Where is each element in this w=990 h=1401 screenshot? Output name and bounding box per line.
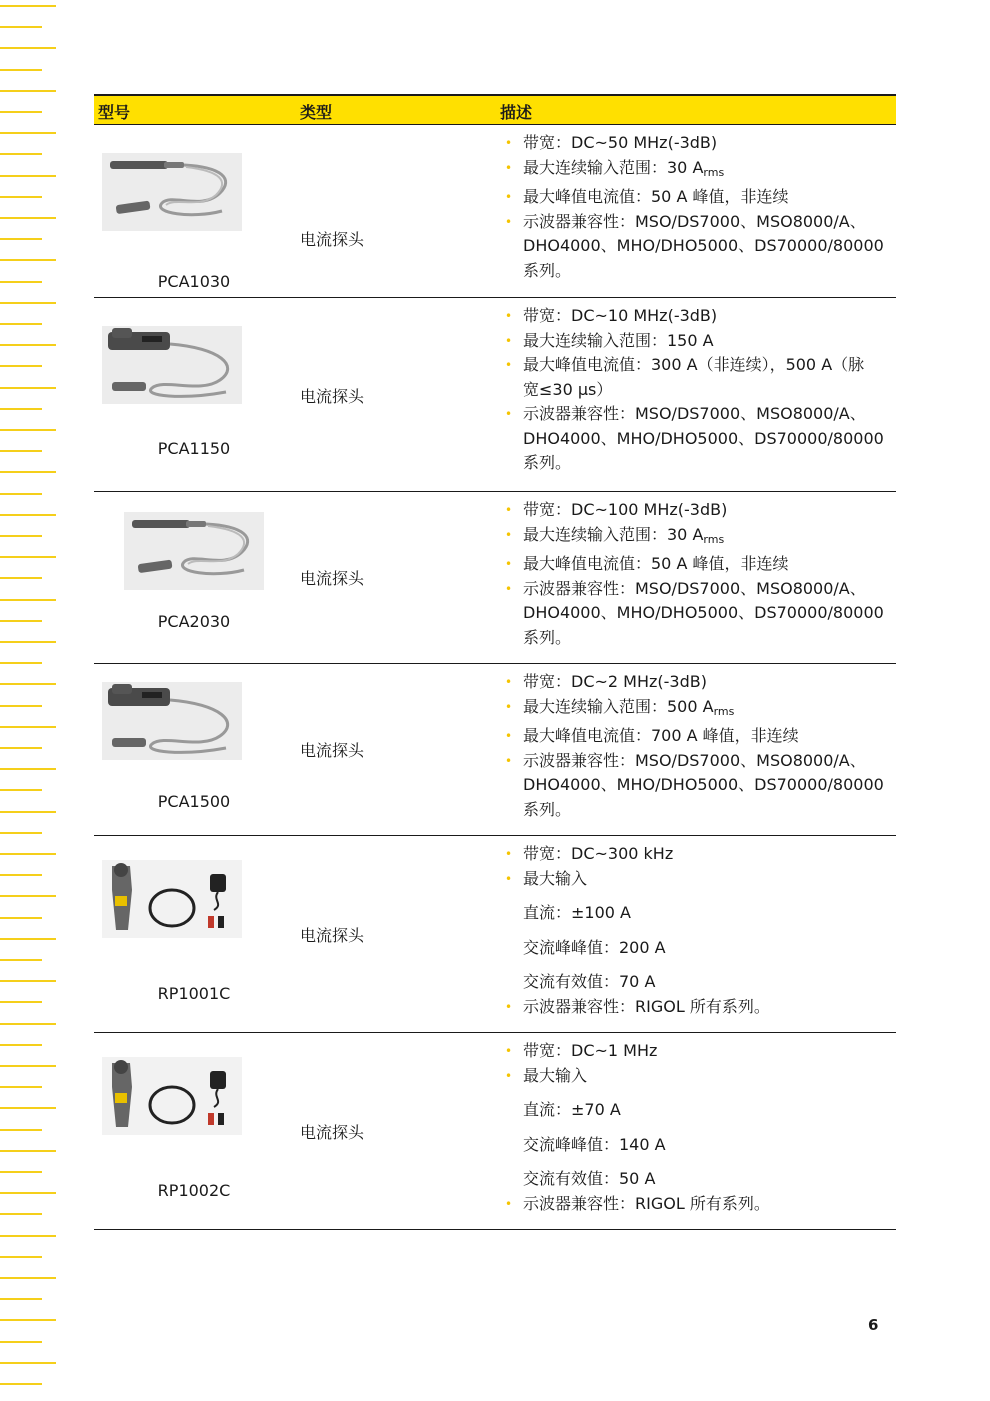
bullet-icon: • <box>505 1196 513 1211</box>
unit-subscript: rms <box>703 532 725 546</box>
margin-stripe <box>0 153 42 155</box>
description-line <box>500 378 896 403</box>
description-line <box>500 523 896 553</box>
description-text: 示波器兼容性：MSO/DS7000、MSO8000/A、 <box>523 211 866 231</box>
current-probe-clamp-icon <box>102 682 242 760</box>
margin-stripe <box>0 514 56 516</box>
description-text: 带宽：DC~50 MHz(-3dB) <box>523 133 718 152</box>
margin-stripe <box>0 1362 56 1364</box>
model-name: PCA1500 <box>157 792 231 811</box>
description-text: DHO4000、MHO/DHO5000、DS70000/80000 <box>523 428 884 448</box>
margin-stripe <box>0 726 56 728</box>
description-line <box>500 995 896 1020</box>
header-model: 型号 <box>98 103 131 122</box>
description-line <box>500 1133 896 1158</box>
type-cell: 电流探头 <box>300 387 365 406</box>
description-text: 带宽：DC~300 kHz <box>523 844 674 863</box>
table-row <box>94 1033 896 1230</box>
margin-stripe <box>0 577 42 579</box>
model-cell <box>94 1033 294 1229</box>
margin-stripe <box>0 535 42 537</box>
description-text: 系列。 <box>523 453 572 472</box>
margin-stripe <box>0 1192 56 1194</box>
description-text: 最大峰值电流值：50 A 峰值，非连续 <box>523 554 789 573</box>
description-text: 最大连续输入范围：500 A <box>523 696 714 716</box>
description-line <box>500 773 896 798</box>
margin-stripe <box>0 1256 42 1258</box>
description-text: 最大连续输入范围：30 A <box>523 524 704 544</box>
description-cell <box>500 492 896 650</box>
margin-stripe <box>0 111 42 113</box>
description-text: 带宽：DC~2 MHz(-3dB) <box>523 672 707 691</box>
description-text: 系列。 <box>523 260 572 280</box>
description-line <box>500 1064 896 1089</box>
bullet-icon: • <box>505 729 513 743</box>
margin-stripe <box>0 1044 42 1046</box>
table-header <box>94 94 896 125</box>
description-text: DHO4000、MHO/DHO5000、DS70000/80000 <box>523 236 884 255</box>
margin-stripe <box>0 874 42 876</box>
probe-table <box>94 94 896 1230</box>
description-line <box>500 901 896 926</box>
margin-stripe <box>0 1383 42 1385</box>
spacer <box>500 926 896 936</box>
margin-stripe <box>0 662 42 664</box>
spacer <box>500 891 896 901</box>
margin-stripe <box>0 302 56 304</box>
model-name: RP1002C <box>157 1181 231 1200</box>
description-line <box>500 1192 896 1217</box>
margin-stripe <box>0 1065 56 1067</box>
description-text: 交流有效值：50 A <box>523 1169 656 1188</box>
bullet-icon: • <box>505 503 513 517</box>
description-line <box>500 970 896 995</box>
margin-stripe <box>0 387 56 389</box>
margin-stripe <box>0 1277 56 1279</box>
description-cell <box>500 298 896 476</box>
type-cell: 电流探头 <box>300 926 365 945</box>
description-cell <box>500 664 896 822</box>
bullet-icon: • <box>505 407 513 421</box>
margin-stripe <box>0 196 42 198</box>
description-text: 最大输入 <box>523 1065 588 1085</box>
description-text: 系列。 <box>523 799 572 819</box>
description-line <box>500 695 896 725</box>
description-line <box>500 1098 896 1123</box>
margin-stripe <box>0 1213 42 1215</box>
description-line <box>500 1039 896 1064</box>
description-text: 示波器兼容性：MSO/DS7000、MSO8000/A、 <box>523 404 866 423</box>
page-number: 6 <box>868 1316 879 1334</box>
description-text: 交流有效值：70 A <box>523 972 656 991</box>
margin-stripe <box>0 429 56 431</box>
margin-stripe <box>0 895 56 897</box>
bullet-icon: • <box>505 136 513 150</box>
description-line <box>500 724 896 749</box>
description-line <box>500 304 896 329</box>
description-line <box>500 259 896 284</box>
margin-stripe <box>0 493 42 495</box>
bullet-icon: • <box>505 333 513 348</box>
description-text: 直流：±100 A <box>523 903 631 922</box>
description-line <box>500 798 896 823</box>
description-text: 带宽：DC~10 MHz(-3dB) <box>523 306 718 325</box>
description-text: 带宽：DC~100 MHz(-3dB) <box>523 500 728 519</box>
margin-stripe <box>0 811 56 813</box>
margin-stripe <box>0 853 56 855</box>
clamp-probe-kit-icon <box>102 1057 242 1135</box>
margin-stripe <box>0 90 56 92</box>
margin-stripe <box>0 132 56 134</box>
description-line <box>500 601 896 626</box>
description-text: 示波器兼容性：MSO/DS7000、MSO8000/A、 <box>523 750 866 770</box>
description-cell <box>500 125 896 283</box>
model-name: PCA1030 <box>157 272 231 291</box>
description-line <box>500 749 896 774</box>
margin-stripe <box>0 238 42 240</box>
margin-stripe <box>0 747 42 749</box>
margin-stripe <box>0 789 42 791</box>
description-line <box>500 577 896 602</box>
description-line <box>500 451 896 476</box>
margin-stripe <box>0 683 56 685</box>
bullet-icon: • <box>505 214 513 229</box>
description-text: 交流峰峰值：140 A <box>523 1134 666 1154</box>
margin-stripe <box>0 365 42 367</box>
margin-stripe <box>0 959 42 961</box>
bullet-icon: • <box>505 190 513 204</box>
margin-stripe <box>0 1235 56 1237</box>
margin-stripe <box>0 1171 42 1173</box>
description-text: 最大连续输入范围：30 A <box>523 157 704 177</box>
description-text: 最大峰值电流值：700 A 峰值，非连续 <box>523 726 799 745</box>
description-text: 直流：±70 A <box>523 1100 621 1119</box>
margin-stripe <box>0 705 42 707</box>
description-text: DHO4000、MHO/DHO5000、DS70000/80000 <box>523 603 884 622</box>
model-cell <box>94 125 294 297</box>
margin-stripe <box>0 26 42 28</box>
margin-stripe <box>0 259 56 261</box>
table-row <box>94 836 896 1033</box>
spacer <box>500 1157 896 1167</box>
bullet-icon: • <box>505 675 513 689</box>
margin-stripe <box>0 620 42 622</box>
model-cell <box>94 492 294 663</box>
model-name: PCA1150 <box>157 439 231 458</box>
description-text: 示波器兼容性：RIGOL 所有系列。 <box>523 1193 770 1213</box>
description-line <box>500 131 896 156</box>
spacer <box>500 1123 896 1133</box>
description-text: 示波器兼容性：MSO/DS7000、MSO8000/A、 <box>523 578 866 598</box>
header-desc: 描述 <box>500 103 533 122</box>
current-probe-clamp-icon <box>102 326 242 404</box>
model-name: RP1001C <box>157 984 231 1003</box>
unit-subscript: rms <box>703 165 725 179</box>
margin-stripe <box>0 1341 42 1343</box>
description-line <box>500 234 896 259</box>
model-name: PCA2030 <box>157 612 231 631</box>
description-line <box>500 626 896 651</box>
margin-stripe <box>0 599 56 601</box>
bullet-icon: • <box>505 871 513 886</box>
bullet-icon: • <box>505 557 513 571</box>
margin-stripe <box>0 471 56 473</box>
table-row <box>94 298 896 492</box>
description-text: DHO4000、MHO/DHO5000、DS70000/80000 <box>523 775 884 794</box>
description-text: 最大峰值电流值：50 A 峰值，非连续 <box>523 187 789 206</box>
description-cell <box>500 1033 896 1216</box>
bullet-icon: • <box>505 581 513 596</box>
bullet-icon: • <box>505 160 513 175</box>
description-line <box>500 1167 896 1192</box>
margin-stripe <box>0 408 42 410</box>
description-line <box>500 156 896 186</box>
description-line <box>500 427 896 452</box>
margin-stripe <box>0 938 56 940</box>
bullet-icon: • <box>505 527 513 542</box>
description-line <box>500 210 896 235</box>
description-line <box>500 936 896 961</box>
description-text: 交流峰峰值：200 A <box>523 937 666 957</box>
description-text: 最大峰值电流值：300 A（非连续），500 A（脉 <box>523 355 865 374</box>
bullet-icon: • <box>505 1068 513 1083</box>
spacer <box>500 1088 896 1098</box>
margin-stripe <box>0 281 42 283</box>
type-cell: 电流探头 <box>300 230 365 249</box>
margin-stripe <box>0 323 42 325</box>
margin-stripe <box>0 768 56 770</box>
bullet-icon: • <box>505 753 513 768</box>
margin-stripe <box>0 1023 56 1025</box>
margin-stripe <box>0 344 56 346</box>
header-type: 类型 <box>300 103 333 122</box>
bullet-icon: • <box>505 309 513 323</box>
bullet-icon: • <box>505 699 513 714</box>
margin-stripe <box>0 556 56 558</box>
description-line <box>500 402 896 427</box>
model-cell <box>94 664 294 835</box>
current-probe-cable-icon <box>102 153 242 231</box>
type-cell: 电流探头 <box>300 569 365 588</box>
description-line <box>500 498 896 523</box>
margin-stripes <box>0 0 58 1401</box>
description-line <box>500 353 896 378</box>
margin-stripe <box>0 217 56 219</box>
bullet-icon: • <box>505 1044 513 1058</box>
model-cell <box>94 836 294 1032</box>
description-cell <box>500 836 896 1019</box>
bullet-icon: • <box>505 999 513 1014</box>
margin-stripe <box>0 641 56 643</box>
description-line <box>500 329 896 354</box>
description-text: 示波器兼容性：RIGOL 所有系列。 <box>523 996 770 1016</box>
margin-stripe <box>0 175 56 177</box>
description-text: 系列。 <box>523 627 572 647</box>
margin-stripe <box>0 5 56 7</box>
margin-stripe <box>0 1086 42 1088</box>
margin-stripe <box>0 1107 56 1109</box>
margin-stripe <box>0 832 42 834</box>
margin-stripe <box>0 450 42 452</box>
type-cell: 电流探头 <box>300 1123 365 1142</box>
description-line <box>500 552 896 577</box>
unit-subscript: rms <box>713 704 735 718</box>
description-text: 最大输入 <box>523 868 588 888</box>
clamp-probe-kit-icon <box>102 860 242 938</box>
table-row <box>94 664 896 836</box>
margin-stripe <box>0 917 42 919</box>
margin-stripe <box>0 1001 42 1003</box>
margin-stripe <box>0 1298 42 1300</box>
description-text: 宽≤30 μs） <box>523 379 613 399</box>
margin-stripe <box>0 1319 56 1321</box>
table-body <box>94 125 896 1230</box>
margin-stripe <box>0 69 42 71</box>
description-line <box>500 842 896 867</box>
bullet-icon: • <box>505 847 513 861</box>
margin-stripe <box>0 1129 42 1131</box>
current-probe-cable-icon <box>124 512 264 590</box>
margin-stripe <box>0 980 56 982</box>
type-cell: 电流探头 <box>300 741 365 760</box>
table-row <box>94 492 896 664</box>
margin-stripe <box>0 47 56 49</box>
table-row <box>94 125 896 298</box>
model-cell <box>94 298 294 491</box>
description-line <box>500 670 896 695</box>
description-text: 最大连续输入范围：150 A <box>523 330 714 350</box>
bullet-icon: • <box>505 358 513 372</box>
spacer <box>500 960 896 970</box>
description-line <box>500 867 896 892</box>
margin-stripe <box>0 1150 56 1152</box>
description-line <box>500 185 896 210</box>
description-text: 带宽：DC~1 MHz <box>523 1041 658 1060</box>
